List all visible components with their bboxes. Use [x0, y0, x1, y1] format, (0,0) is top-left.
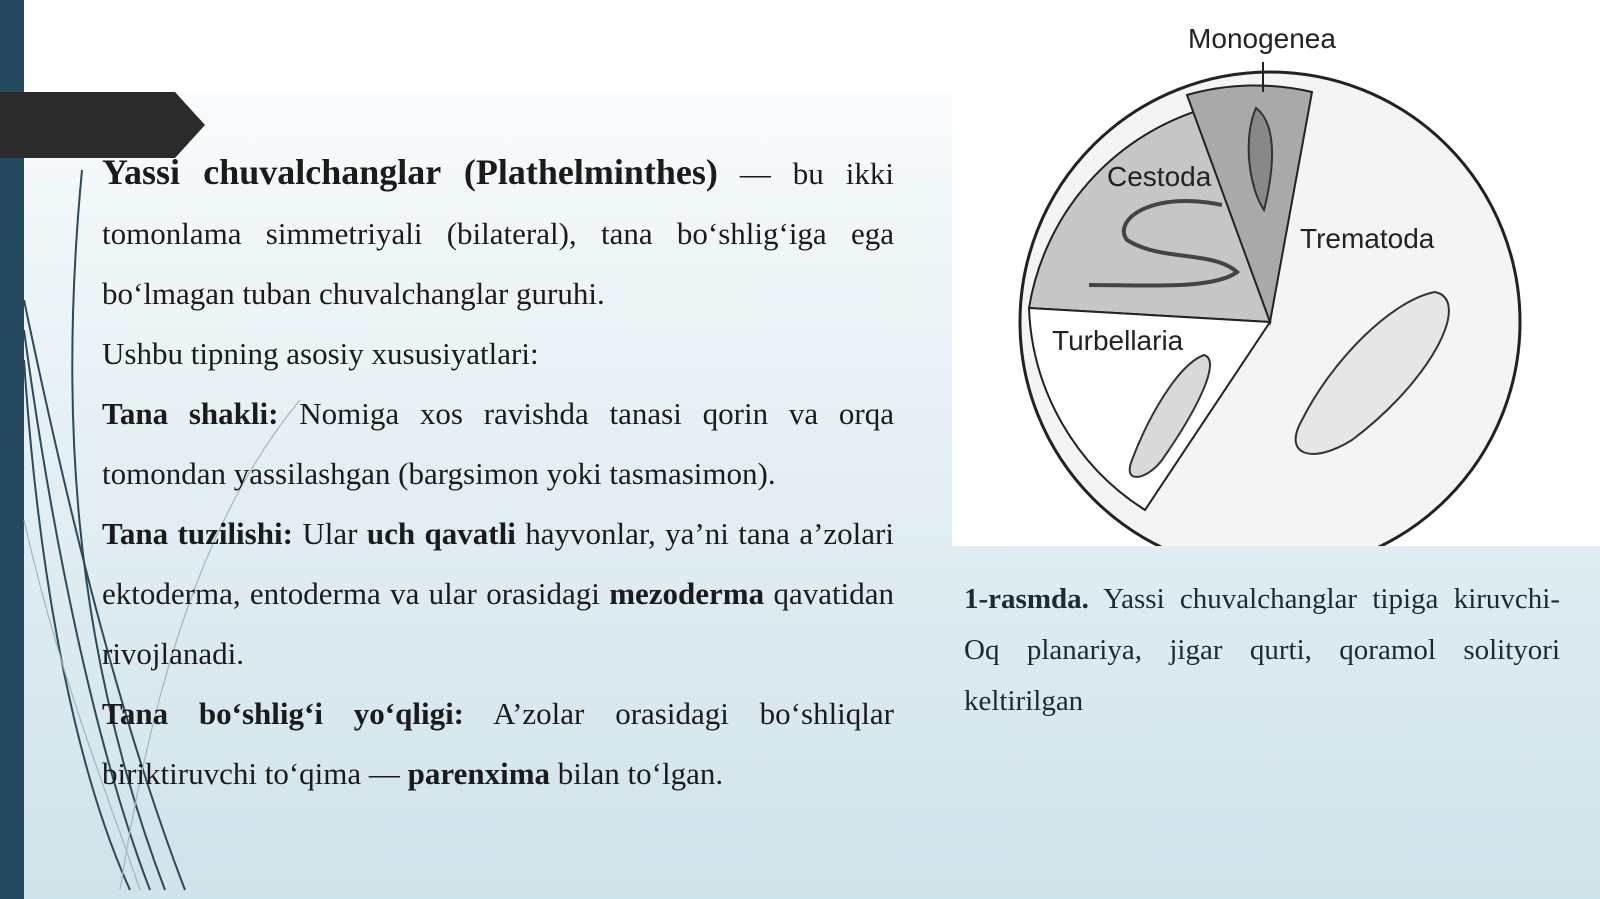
- feature-text: A’zolar orasidagi bo‘shliqlar biriktiruvchi to‘qima —: [102, 696, 894, 791]
- definition-paragraph: [102, 142, 894, 324]
- flatworm-classes-diagram: [952, 0, 1600, 546]
- main-text-body: [102, 142, 894, 804]
- caption-paragraph: [964, 574, 1560, 727]
- label-turbellaria: Turbellaria: [1052, 325, 1184, 356]
- definition-text: — bu ikki tomonlama simmetriyali (bilateral), tana bo‘shlig‘iga ega bo‘lmagan tuban chuvalchanglar guruhi.: [102, 156, 895, 311]
- figure-caption: [964, 574, 1560, 727]
- emphasis-text: parenxima: [407, 756, 551, 791]
- caption-label: 1-rasmda.: [964, 583, 1089, 615]
- label-trematoda: Trematoda: [1300, 223, 1435, 254]
- figure-panel: [952, 0, 1600, 546]
- label-monogenea: Monogenea: [1188, 23, 1336, 54]
- feature-text: bilan to‘lgan.: [550, 756, 724, 791]
- feature-text: qavatidan rivojlanadi.: [102, 576, 894, 671]
- feature-label: Tana tuzilishi:: [102, 516, 293, 551]
- feature-label: Tana shakli:: [102, 396, 279, 431]
- features-intro: Ushbu tipning asosiy xususiyatlari:: [102, 336, 539, 371]
- feature-body-shape: [102, 384, 894, 504]
- caption-text: Yassi chuvalchanglar tipiga kiruvchi- Oq planariya, jigar qurti, qoramol solityori keltirilgan: [964, 583, 1560, 717]
- feature-text: Nomiga xos ravishda tanasi qorin va orqa tomondan yassilashgan (bargsimon yoki tasmasimon).: [102, 396, 894, 491]
- emphasis-text: mezoderma: [609, 576, 765, 611]
- label-cestoda: Cestoda: [1107, 161, 1212, 192]
- feature-text: Ular: [292, 516, 367, 551]
- topic-title: Yassi chuvalchanglar (Plathelminthes): [102, 152, 718, 192]
- feature-label: Tana bo‘shlig‘i yo‘qligi:: [102, 696, 465, 731]
- top-white-band: [24, 0, 952, 92]
- emphasis-text: uch qavatli: [366, 516, 516, 551]
- feature-body-structure: [102, 504, 894, 684]
- feature-body-cavity: [102, 684, 894, 804]
- feature-text: hayvonlar, ya’ni tana a’zolari ektoderma, entoderma va ular orasidagi: [102, 516, 894, 611]
